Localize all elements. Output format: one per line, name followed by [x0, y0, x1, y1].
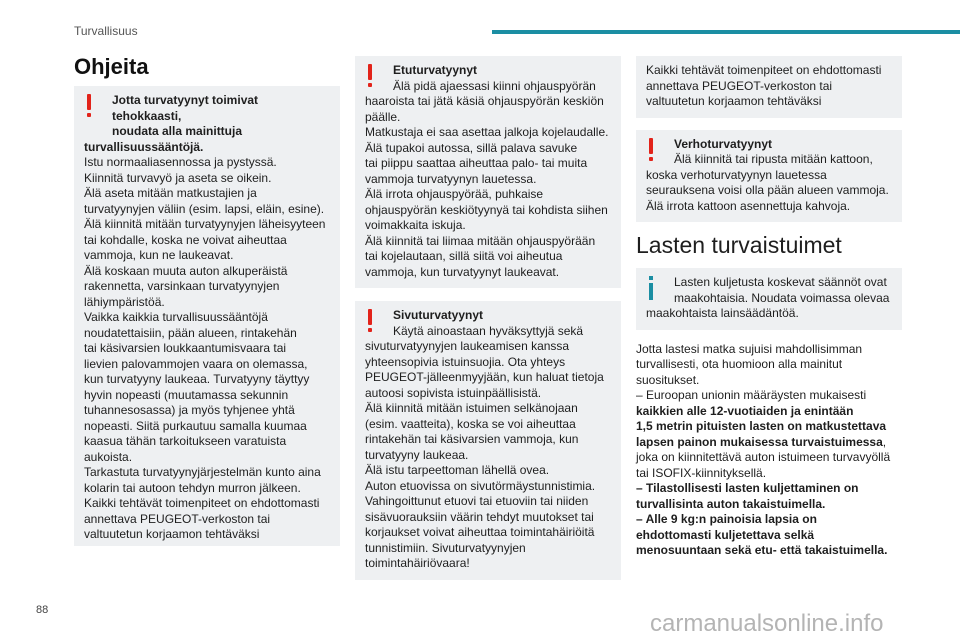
text-line: turvatyyny laukeaa. [365, 447, 469, 462]
warning-icon [84, 94, 94, 122]
text-line: lievien palovammojen vaara on olemassa, [84, 356, 308, 371]
column-3 [636, 56, 902, 222]
text-line: valtuutetun korjaamon tehtäväksi [84, 527, 260, 541]
text-line: Älä kiinnitä mitään turvatyynyjen läheisyyteen [84, 217, 326, 231]
text-line: Matkustaja ei saa asettaa jalkoja kojelaudalle. [365, 125, 609, 139]
warning-icon [365, 64, 375, 92]
text-line: Älä koskaan muuta auton alkuperäistä [84, 263, 288, 278]
item-1-prefix: – Euroopan unionin määräysten mukaisesti [636, 388, 867, 402]
text-line: ohjauspyörän keskiötyynyä tai kohdista siihen [365, 202, 608, 217]
section-title-child-seats: Lasten turvaistuimet [636, 232, 842, 258]
text-line: kun turvatyyny laukeaa. Turvatyyny täyttyy [84, 372, 310, 386]
info-line: Lasten kuljetusta koskevat säännöt ovat [674, 275, 887, 289]
text-line: lähiympäristöä. [84, 294, 165, 309]
text-line: toimintahäiriövaara! [365, 556, 470, 570]
text-line: turvallisinta auton takaistuimella. [636, 496, 826, 511]
text-line: Älä aseta mitään matkustajien ja [84, 186, 257, 200]
item-1-comma: , [882, 434, 887, 449]
text-line: päälle. [365, 109, 401, 124]
curtain-airbags-first-line: Älä kiinnitä tai ripusta mitään kattoon, [674, 152, 873, 166]
text-line: tai kohdalle, koska ne voivat aiheuttaa [84, 232, 287, 247]
child-seat-body-text [636, 342, 902, 559]
warning-text [84, 155, 330, 543]
watermark: carmanualsonline.info [650, 610, 884, 637]
text-line: annettava PEUGEOT-verkoston tai [84, 511, 271, 526]
text-line: tai ISOFIX-kiinnityksellä. [636, 465, 767, 480]
text-line: Älä irrota kattoon asennettuja kahvoja. [646, 198, 851, 213]
text-line: (esim. vaatteita), koska se voi aiheuttaa [365, 416, 576, 431]
item-1-bold: kaikkien alle 12-vuotiaiden ja enintään [636, 403, 854, 418]
text-line: Älä tupakoi autossa, sillä palava savuke [365, 140, 578, 155]
front-airbags-text [365, 94, 611, 280]
column-3-lower [636, 268, 902, 559]
warning-icon [365, 309, 375, 337]
text-line: Tarkastuta turvatyynyjärjestelmän kunto aina [84, 465, 321, 479]
page-number: 88 [36, 604, 49, 616]
front-airbags-warning-box [355, 56, 621, 288]
column-2 [355, 56, 621, 580]
text-line: noudatettaisiin, pään alueen, rintakehän [84, 325, 297, 340]
text-line: Älä istu tarpeettoman lähellä ovea. [365, 463, 550, 477]
text-line: yhteensopivia istuinsuojia. Ota yhteys [365, 354, 566, 369]
text-line: tunnistimiin. Sivuturvatyynyjen [365, 540, 526, 555]
column-1 [74, 86, 340, 546]
text-line: Älä irrota ohjauspyörää, puhkaise [365, 187, 544, 201]
item-1-bold: lapsen painon mukaisessa turvaistuimessa [636, 434, 883, 449]
side-airbags-first-line: Käytä ainoastaan hyväksyttyjä sekä [393, 323, 584, 338]
text-line: rintakehän tai käsivarsien vammoja, kun [365, 432, 579, 446]
text-line: Vahingoittunut etuovi tai etuoviin tai niiden [365, 494, 589, 508]
text-line: voimakkaita iskuja. [365, 218, 466, 232]
info-line: maakohtaista lainsäädäntöä. [646, 306, 799, 320]
text-line: valtuutetun korjaamon tehtäväksi [646, 94, 822, 108]
curtain-airbags-warning-box [636, 130, 902, 223]
text-line: nopeasti. Siitä purkautuu samalla kuumaa [84, 418, 307, 433]
text-line: vammoja, kun ne laukeavat. [84, 248, 234, 262]
warning-heading-line: Jotta turvatyynyt toimivat tehokkaasti, [112, 93, 259, 123]
text-line: annettava PEUGEOT-verkoston tai [646, 78, 833, 93]
curtain-airbags-heading: Verhoturvatyynyt [674, 136, 773, 151]
item-1-bold: 1,5 metrin pituisten lasten on matkustettava [636, 419, 887, 433]
side-airbags-text [365, 339, 611, 572]
text-line: Auton etuovissa on sivutörmäystunnistimia. [365, 478, 596, 493]
text-line: tai piippu saattaa aiheuttaa palo- tai muita [365, 156, 588, 170]
child-seat-info-box [636, 268, 902, 330]
text-line: suositukset. [636, 372, 700, 387]
text-line: tai käsivarsien loukkaantumisvaara tai [84, 341, 287, 355]
text-line: Vaikka kaikkia turvallisuussääntöjä [84, 310, 268, 324]
text-line: PEUGEOT-jälleenmyyjään, kun haluat tietoja [365, 370, 604, 384]
side-airbags-warning-box [355, 301, 621, 580]
text-line: – Tilastollisesti lasten kuljettaminen on [636, 481, 859, 495]
text-line: menosuuntaan sekä etu- että takaistuimella. [636, 543, 888, 557]
text-line: Istu normaaliasennossa ja pystyssä. [84, 155, 277, 169]
text-line: kaasua tähän tarkoitukseen varatuista [84, 434, 287, 448]
header-section-label: Turvallisuus [74, 24, 138, 38]
page-title: Ohjeita [74, 54, 149, 79]
text-line: Kaikki tehtävät toimenpiteet on ehdottomasti [646, 63, 882, 77]
info-line: maakohtaisia. Noudata voimassa olevaa [674, 290, 890, 305]
text-line: turvatyynyjen väliin (esim. lapsi, eläin, esine). [84, 201, 325, 216]
text-line: Kiinnitä turvavyö ja aseta se oikein. [84, 170, 272, 185]
front-airbags-first-line: Älä pidä ajaessasi kiinni ohjauspyörän [393, 78, 596, 93]
text-line: seurauksena voisi olla pään alueen vammoja. [646, 183, 889, 197]
text-line: ehdottomasti kuljetettava selkä [636, 527, 815, 542]
text-line: autoosi sopivista istuinpäällisistä. [365, 385, 542, 400]
text-line: joka on kiinnitettävä auton istuimeen turvavyöllä [636, 450, 891, 464]
continued-warning-text [646, 63, 892, 110]
text-line: – Alle 9 kg:n painoisia lapsia on [636, 512, 817, 526]
text-line: sisävuorauksiin väärin tehdyt muutokset tai [365, 509, 594, 524]
text-line: vammoja, kun turvatyynyt laukeavat. [365, 264, 560, 279]
text-line: hyvin nopeasti (muutamassa sekunnin [84, 387, 289, 402]
text-line: rakennetta, varsinkaan turvatyynyjen [84, 279, 280, 293]
text-line: tuhannesosassa) ja myös tyhjenee yhtä [84, 403, 295, 417]
warning-heading-line: noudata alla mainittuja [112, 124, 243, 138]
text-line: turvallisesti, ota huomioon alla mainitut [636, 357, 843, 371]
side-airbags-heading: Sivuturvatyynyt [393, 308, 484, 322]
info-icon [646, 276, 656, 304]
text-line: Kaikki tehtävät toimenpiteet on ehdottomasti [84, 496, 320, 510]
curtain-airbags-text [646, 168, 892, 215]
airbag-safety-warning-box [74, 86, 340, 546]
text-line: kolarin tai autoon tehdyn murron jälkeen. [84, 480, 301, 495]
text-line: vammoja turvatyynyn lauetessa. [365, 171, 537, 186]
text-line: Älä kiinnitä mitään istuimen selkänojaan [365, 401, 578, 415]
text-line: koska verhoturvatyynyn lauetessa [646, 167, 827, 182]
warning-icon [646, 138, 656, 166]
text-line: Jotta lastesi matka sujuisi mahdollisimman [636, 341, 863, 356]
continued-warning-box [636, 56, 902, 118]
header-accent-bar [492, 30, 960, 34]
front-airbags-heading: Etuturvatyynyt [393, 63, 478, 77]
text-line: Älä kiinnitä tai liimaa mitään ohjauspyörään [365, 233, 596, 248]
text-line: aukoista. [84, 449, 133, 464]
text-line: sivuturvatyynyjen laukeamisen kanssa [365, 339, 570, 353]
text-line: korjaukset voivat aiheuttaa toimintahäiriöitä [365, 525, 595, 539]
warning-heading-line: turvallisuussääntöjä. [84, 139, 204, 154]
text-line: haaroista tai jätä käsiä ohjauspyörän keskiön [365, 94, 604, 108]
text-line: tai kojelautaan, sillä siitä voi aiheutua [365, 249, 563, 263]
